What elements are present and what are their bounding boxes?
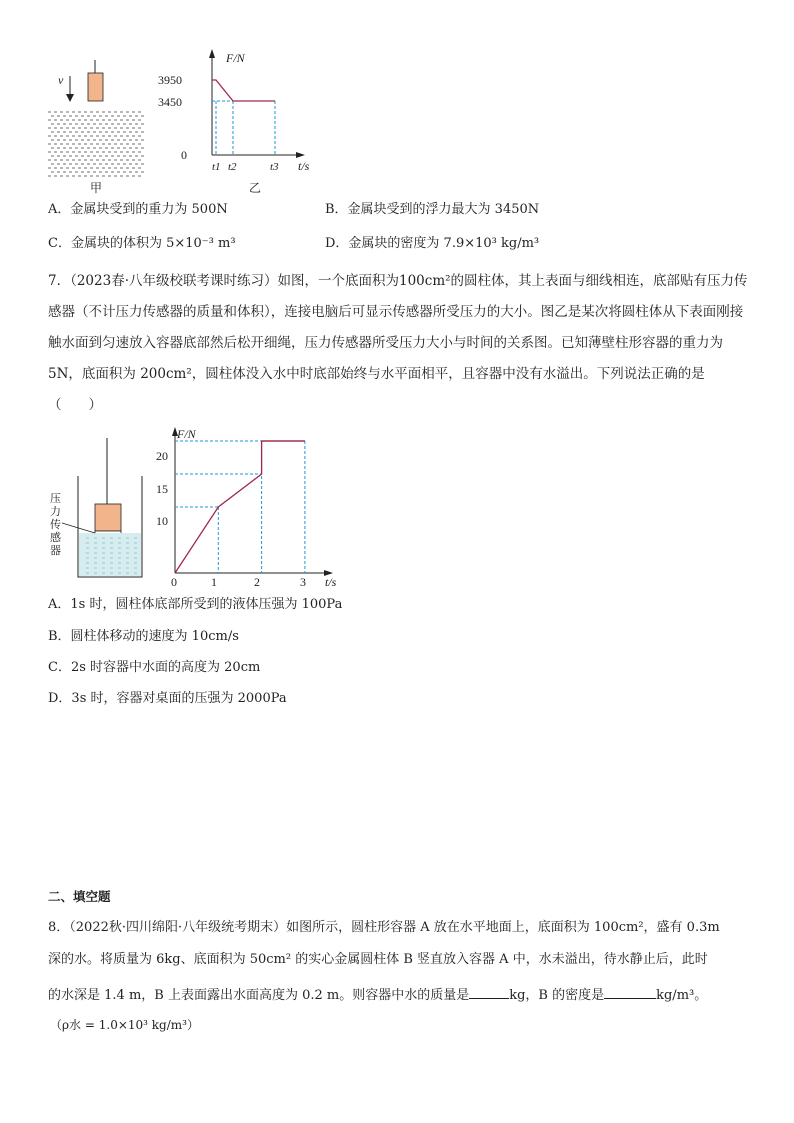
q7-option-c: C．2s 时容器中水面的高度为 20cm <box>48 660 261 675</box>
q6-option-d: D．金属块的密度为 7.9×10³ kg/m³ <box>325 236 540 251</box>
y-tick-10: 10 <box>156 514 168 528</box>
velocity-arrowhead <box>66 94 74 102</box>
q7-jia-diagram <box>50 438 142 577</box>
section-title: 二、填空题 <box>48 889 111 904</box>
axis-y-label: F/N <box>177 427 196 441</box>
cylinder-block <box>95 504 121 531</box>
q6-option-a: A．金属块受到的重力为 500N <box>48 202 228 217</box>
q7-yi-chart <box>156 427 337 589</box>
x-tick-0: 0 <box>171 575 177 589</box>
x-axis-arrow <box>296 152 305 158</box>
water-in-container <box>79 533 141 576</box>
q8-line-3-part-c: kg/m³。 <box>656 988 708 1003</box>
q7-option-a: A．1s 时，圆柱体底部所受到的液体压强为 100Pa <box>48 597 343 612</box>
sensor-label-char: 感 <box>50 532 61 544</box>
y-tick-0: 0 <box>181 148 187 162</box>
answer-blank-density[interactable] <box>604 984 656 999</box>
velocity-label: v <box>58 73 64 87</box>
answer-blank-mass[interactable] <box>469 984 509 999</box>
x-tick-t2: t2 <box>228 161 237 173</box>
y-tick-20: 20 <box>156 449 168 463</box>
x-tick-3: 3 <box>300 575 306 589</box>
series-line-force <box>175 441 305 573</box>
sensor-label-char: 压 <box>50 493 61 505</box>
q8-note: （ρ水 = 1.0×10³ kg/m³） <box>50 1018 199 1032</box>
x-tick-1: 1 <box>211 575 217 589</box>
metal-block <box>88 73 103 101</box>
sensor-label <box>50 492 61 557</box>
q8-line-2: 深的水。将质量为 6kg、底面积为 50cm² 的实心金属圆柱体 B 竖直放入容器 A 中，水未溢出，待水静止后，此时 <box>48 952 708 967</box>
axis-x-label: t/s <box>325 575 337 589</box>
y-tick-15: 15 <box>156 482 168 496</box>
sensor-label-char: 力 <box>50 506 61 518</box>
sensor-label-char: 器 <box>50 545 61 557</box>
q6-jia-diagram <box>46 60 146 195</box>
q7-option-d: D．3s 时，容器对桌面的压强为 2000Pa <box>48 691 287 706</box>
fig-yi-label: 乙 <box>249 181 262 195</box>
q7-stem: 7．（2023春·八年级校联考课时练习）如图，一个底面积为100cm²的圆柱体，其上表面与细线相连，底部贴有压力传感器（不计压力传感器的质量和体积），连接电脑后可显示传感器所受压力的大小。图乙是某次将圆柱体从下表面刚接触水面到匀速放入容器底部然后松开细绳，压力传感器所受压力大小与时间的关系图。已知薄壁柱形容器的重力为 5N，底面积为 200cm²，圆柱体没入水中时底部始终与水平面相平，且容器中没有水溢出。下列说法正确的是（ ） <box>48 273 748 413</box>
series-line-force <box>212 80 275 101</box>
x-tick-2: 2 <box>254 575 260 589</box>
q6-option-b: B．金属块受到的浮力最大为 3450N <box>325 202 540 217</box>
q7-figure <box>40 420 350 590</box>
y-tick-3450: 3450 <box>158 95 182 109</box>
q6-option-c: C．金属块的体积为 5×10⁻³ m³ <box>48 236 236 251</box>
q6-yi-chart <box>158 49 310 195</box>
y-axis-arrow <box>209 49 215 58</box>
axis-y-label: F/N <box>226 51 245 65</box>
y-tick-3950: 3950 <box>158 73 182 87</box>
q8-line-1: 8．（2022秋·四川绵阳·八年级统考期末）如图所示，圆柱形容器 A 放在水平地面上，底面积为 100cm²，盛有 0.3m <box>48 920 720 935</box>
sensor-label-char: 传 <box>50 519 61 531</box>
guide-lines <box>175 441 305 573</box>
q8-line-3-part-b: kg，B 的密度是 <box>509 988 605 1003</box>
x-tick-t3: t3 <box>270 161 279 173</box>
q8-line-3-part-a: 的水深是 1.4 m，B 上表面露出水面高度为 0.2 m。则容器中水的质量是 <box>48 988 470 1003</box>
fig-jia-label: 甲 <box>90 181 103 195</box>
q7-option-b: B．圆柱体移动的速度为 10cm/s <box>48 629 239 644</box>
water-region <box>46 110 146 180</box>
x-tick-t1: t1 <box>212 161 221 173</box>
q8-line-3 <box>48 984 707 1004</box>
axis-x-label: t/s <box>298 159 310 173</box>
q6-figure <box>40 40 330 200</box>
